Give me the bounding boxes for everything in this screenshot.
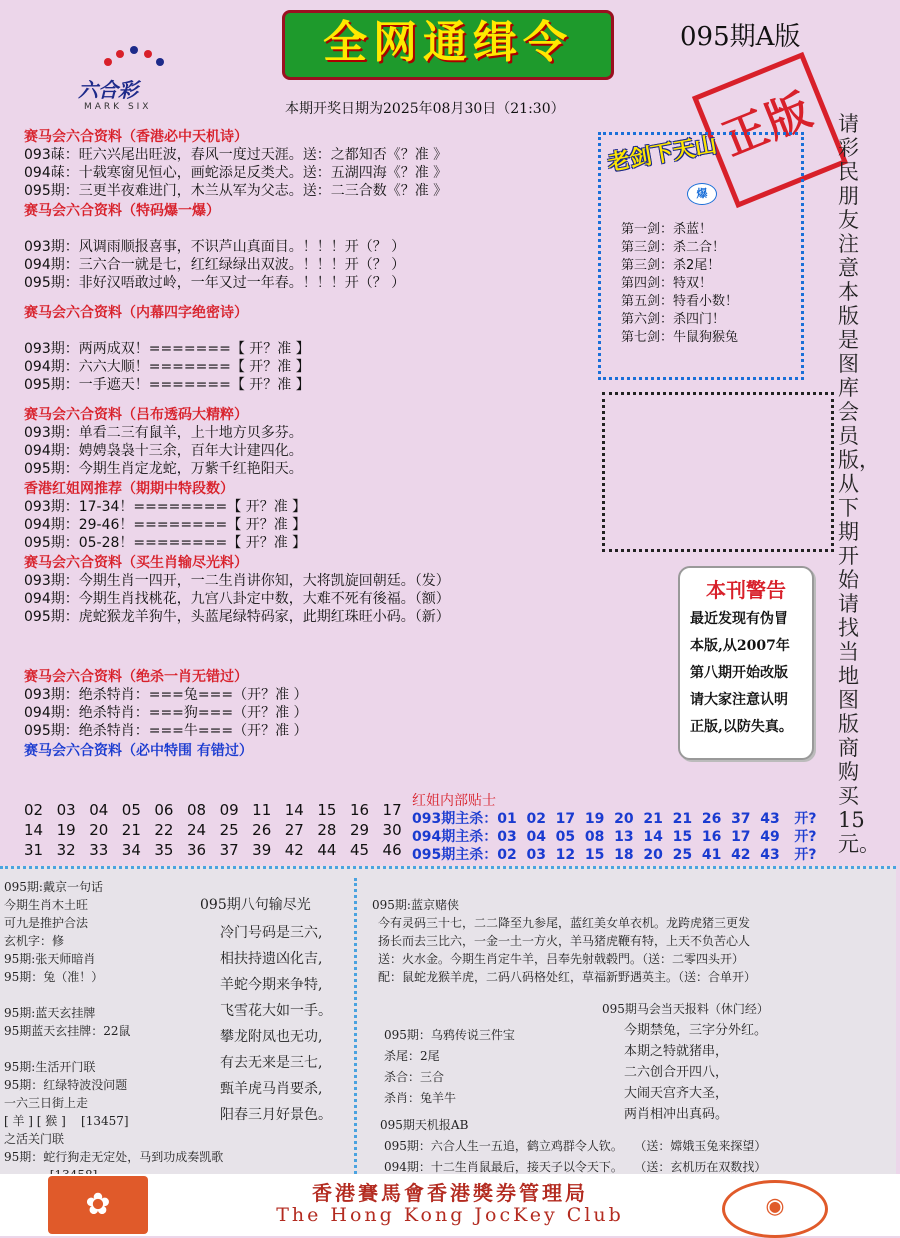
sword-tag: 爆 [687, 183, 717, 205]
edition-label: 095期A版 [680, 22, 801, 52]
eight-lines [220, 920, 332, 1128]
number-cell: 14 [284, 801, 304, 819]
kill-numbers [412, 792, 817, 864]
bottom-line: 之活关门联 [4, 1132, 65, 1146]
sword-title: 老剑下天山 [605, 131, 719, 177]
number-cell: 42 [284, 841, 304, 859]
number-row [24, 820, 415, 840]
number-cell: 21 [121, 821, 141, 839]
treasure-line: 杀肖：兔羊牛 [384, 1091, 457, 1105]
number-cell: 14 [24, 821, 44, 839]
warning-text [690, 606, 793, 741]
page-title: 全网通缉令 [282, 10, 614, 80]
bottom-line: 95期:生活开门联 [4, 1060, 96, 1074]
prediction-sections [24, 126, 584, 760]
number-cell: 37 [219, 841, 239, 859]
section-line: 093期：风调雨顺报喜事，不识芦山真面目。！！！开（？ ） [24, 239, 406, 255]
bottom-line: 95期蓝天玄挂牌：22鼠 [4, 1024, 131, 1038]
report-line: 今期禁兔，三字分外红。 [624, 1023, 768, 1038]
lottery-logo-icon: ◉ [722, 1180, 828, 1238]
genuine-stamp: 正版 [692, 52, 848, 208]
kill-row: 095期主杀：02 03 12 15 18 20 25 41 42 43 开? [412, 847, 817, 863]
draw-date: 本期开奖日期为2025年08月30日（21:30） [285, 101, 565, 117]
poem-line: 羊蛇今期来争特, [220, 977, 323, 993]
warning-line: 最近发现有伪冒 [690, 611, 788, 627]
mark-six-logo [76, 46, 196, 120]
number-cell: 31 [24, 841, 44, 859]
warning-title: 本刊警告 [706, 578, 786, 602]
footer-en: The Hong Kong JocKey Club [276, 1204, 624, 1226]
bottom-line: 今期生肖木土旺 [4, 898, 89, 912]
section-line: 094期：六六大顺！=======【 开？准 】 [24, 359, 310, 375]
section-line: 094期：今期生肖找桃花，九宫八卦定中数，大难不死有後福。（额） [24, 591, 450, 607]
warning-box [678, 566, 814, 760]
number-cell: 46 [382, 841, 402, 859]
section-line: 095期：非好汉唔敢过岭，一年又过一年春。！！！开（？ ） [24, 275, 406, 291]
poem-line: 攀龙附凤也无功, [220, 1029, 323, 1045]
section-line: 093菋：旺六兴尾出旺波，春风一度过天涯。送：之都知否《？准 》 [24, 147, 448, 163]
section-line: 093期：绝杀特肖：===兔===（开？准 ） [24, 687, 308, 703]
sword-item: 第五剑：特看小数！ [621, 294, 739, 309]
number-row [24, 840, 415, 860]
section-line: 094期：三六合一就是七，红红绿绿出双波。！！！开（？ ） [24, 257, 406, 273]
section-title: 赛马会六合资料（吕布透码大精粹） [24, 407, 248, 423]
report-line: 两肖相冲出真码。 [624, 1107, 729, 1122]
number-cell: 15 [317, 801, 337, 819]
number-cell: 26 [252, 821, 272, 839]
bottom-line: [ 羊 ] [ 猴 ] [13457] [4, 1114, 129, 1128]
warning-line: 第八期开始改版 [690, 665, 788, 681]
sword-item: 第一剑：杀蓝！ [621, 222, 713, 237]
number-cell: 04 [89, 801, 109, 819]
number-cell: 29 [349, 821, 370, 839]
number-cell: 08 [186, 801, 207, 819]
section-line: 094期：娉娉袅袅十三余，百年大计建四化。 [24, 443, 303, 459]
bottom-left-col1 [4, 878, 223, 1184]
poem-line: 甄羊虎马肖要杀, [220, 1081, 323, 1097]
gambler-line: 扬长而去三比六，一金一土一方火，羊马猪虎鞭有特，上天不负苦心人 [378, 934, 751, 948]
section-title: 香港红姐网推荐（期期中特段数） [24, 481, 234, 497]
number-cell: 45 [349, 841, 370, 859]
section-line: 095期：绝杀特肖：===牛===（开？准 ） [24, 723, 308, 739]
gambler-text [378, 914, 756, 986]
number-cell: 35 [154, 841, 174, 859]
bottom-line: 095期:戴京一句话 [4, 880, 103, 894]
section-line: 094期：29-46！========【 开？准 】 [24, 517, 307, 533]
jockey-club-logo-icon: ✿ [48, 1176, 148, 1234]
section-line: 094期：绝杀特肖：===狗===（开？准 ） [24, 705, 308, 721]
gambler-line: 送：火水金。今期生肖定牛羊，吕奉先射戟毂門。（送：二零四头开） [378, 952, 745, 966]
sword-item: 第三剑：杀二合！ [621, 240, 726, 255]
number-cell: 03 [56, 801, 76, 819]
number-cell: 33 [89, 841, 109, 859]
tianji-report [384, 1136, 766, 1178]
number-cell: 06 [154, 801, 174, 819]
warning-line: 请大家注意认明 [690, 692, 788, 708]
number-cell: 19 [56, 821, 76, 839]
section-line [24, 322, 584, 340]
empty-box [602, 392, 834, 552]
tianji-line: 094期：十二生肖鼠最后，接天子以令天下。 （送：玄机历在双数找） [384, 1160, 767, 1174]
divider [354, 878, 357, 1174]
bottom-line: 95期:蓝天玄挂牌 [4, 1006, 96, 1020]
section-title: 赛马会六合资料（内幕四字绝密诗） [24, 305, 248, 321]
number-cell: 44 [317, 841, 337, 859]
number-cell: 36 [186, 841, 207, 859]
section-line: 095期：虎蛇猴龙羊狗牛，头蓝尾绿特码家，此期红珠旺小码。（新） [24, 609, 450, 625]
number-cell: 09 [219, 801, 239, 819]
sword-item: 第四剑：特双！ [621, 276, 713, 291]
poem-line: 有去无来是三七, [220, 1055, 323, 1071]
section-heading: 095期:蓝京赌侠 [372, 898, 459, 912]
bottom-line [4, 1040, 223, 1058]
section-heading: 095期：乌鸦传说三件宝 [384, 1028, 515, 1042]
number-cell: 16 [349, 801, 370, 819]
sword-item: 第七剑：牛鼠狗猴兔 [621, 330, 739, 345]
number-cell: 27 [284, 821, 304, 839]
section-title: 赛马会六合资料（买生肖输尽光料） [24, 555, 248, 571]
section-heading: 095期天机报AB [380, 1118, 469, 1132]
kill-header: 红姐内部贴士 [412, 793, 496, 809]
number-cell: 05 [121, 801, 141, 819]
report-line: 大闹天宫齐大圣， [624, 1086, 729, 1101]
three-treasures [384, 1046, 456, 1109]
number-cell: 17 [382, 801, 402, 819]
number-cell: 02 [24, 801, 44, 819]
tianji-line: 095期：六合人生一五追，鹤立鸡群令人钦。 （送：嫦娥玉兔来探望） [384, 1139, 767, 1153]
section-title: 赛马会六合资料（特码爆一爆） [24, 203, 220, 219]
treasure-line: 杀尾：2尾 [384, 1049, 440, 1063]
number-row [24, 800, 415, 820]
section-line: 093期：今期生肖一四开，一二生肖讲你知，大将凯旋回朝廷。（发） [24, 573, 450, 589]
gambler-line: 配：鼠蛇龙猴羊虎，二码八码格处红，草福新野遇英主。（送：合单开） [378, 970, 757, 984]
section-line [24, 220, 584, 238]
poem-line: 相扶持遗凶化吉, [220, 951, 323, 967]
footer-cn: 香港賽馬會香港獎券管理局 [312, 1181, 588, 1205]
bottom-line: 玄机字：修 [4, 934, 65, 948]
number-cell: 25 [219, 821, 239, 839]
divider [0, 866, 896, 869]
number-cell: 24 [186, 821, 207, 839]
section-title: 赛马会六合资料（必中特围 有错过） [24, 743, 253, 759]
section-heading: 095期马会当天报料（休门经） [602, 1002, 769, 1016]
sword-item: 第三剑：杀2尾！ [621, 258, 721, 273]
number-grid [24, 800, 415, 860]
bottom-line: 95期:张天师暗肖 [4, 952, 96, 966]
sword-item: 第六剑：杀四门！ [621, 312, 726, 327]
section-title: 赛马会六合资料（香港必中天机诗） [24, 129, 248, 145]
warning-line: 正版,以防失真。 [690, 719, 793, 735]
kill-row: 094期主杀：03 04 05 08 13 14 15 16 17 49 开? [412, 829, 817, 845]
poem-line: 冷门号码是三六, [220, 925, 323, 941]
section-line: 095期：05-28！========【 开？准 】 [24, 535, 307, 551]
side-notice: 请彩民朋友注意本版是图库会员版，从下期开始请找当地图版商购买15元。 [838, 112, 880, 856]
gambler-line: 今有灵码三十七，二二降至九参尾，蓝红美女单衣机。龙跨虎猪三更发 [378, 916, 751, 930]
number-cell: 20 [89, 821, 109, 839]
number-cell: 34 [121, 841, 141, 859]
bottom-line: 一六三日街上走 [4, 1096, 89, 1110]
number-cell: 22 [154, 821, 174, 839]
eight-lines-title: 095期八句输尽光 [200, 897, 311, 913]
bottom-line: 95期：兔（准！） [4, 970, 104, 984]
logo-text: 六合彩 [78, 78, 138, 102]
bottom-line: 95期：蛇行狗走无定处，马到功成奏凯歌 [4, 1150, 224, 1164]
poem-line: 飞雪花大如一手。 [220, 1003, 332, 1019]
sword-box [598, 132, 804, 380]
warning-line: 本版,从2007年 [690, 638, 790, 654]
bottom-line: 可九是推护合法 [4, 916, 89, 930]
section-line: 093期：两两成双！=======【 开？准 】 [24, 341, 310, 357]
logo-subtext: MARK SIX [84, 102, 152, 112]
number-cell: 30 [382, 821, 402, 839]
section-line: 095期：一手遮天！=======【 开？准 】 [24, 377, 310, 393]
bottom-line [4, 986, 223, 1004]
poem-line: 阳春三月好景色。 [220, 1107, 332, 1123]
daily-report [624, 1020, 767, 1125]
section-line: 094菋：十载寒窗见恒心，画蛇添足反类犬。送：五湖四海《？准 》 [24, 165, 448, 181]
kill-row: 093期主杀：01 02 17 19 20 21 21 26 37 43 开? [412, 811, 817, 827]
section-line: 095期：三更半夜难进门，木兰从军为父志。送：二三合数《？准 》 [24, 183, 448, 199]
section-line: 093期：单看二三有鼠羊，上十地方贝多芬。 [24, 425, 303, 441]
number-cell: 28 [317, 821, 337, 839]
section-line: 095期：今期生肖定龙蛇，万紫千红艳阳天。 [24, 461, 303, 477]
number-cell: 39 [252, 841, 272, 859]
bottom-line: 95期：红绿特波没问题 [4, 1078, 128, 1092]
section-line: 093期：17-34！========【 开？准 】 [24, 499, 307, 515]
sword-list [621, 221, 738, 347]
section-title: 赛马会六合资料（绝杀一肖无错过） [24, 669, 248, 685]
number-cell: 32 [56, 841, 76, 859]
report-line: 二六创合开四八， [624, 1065, 729, 1080]
treasure-line: 杀合：三合 [384, 1070, 445, 1084]
number-cell: 11 [252, 801, 272, 819]
report-line: 本期之特就猪串， [624, 1044, 729, 1059]
